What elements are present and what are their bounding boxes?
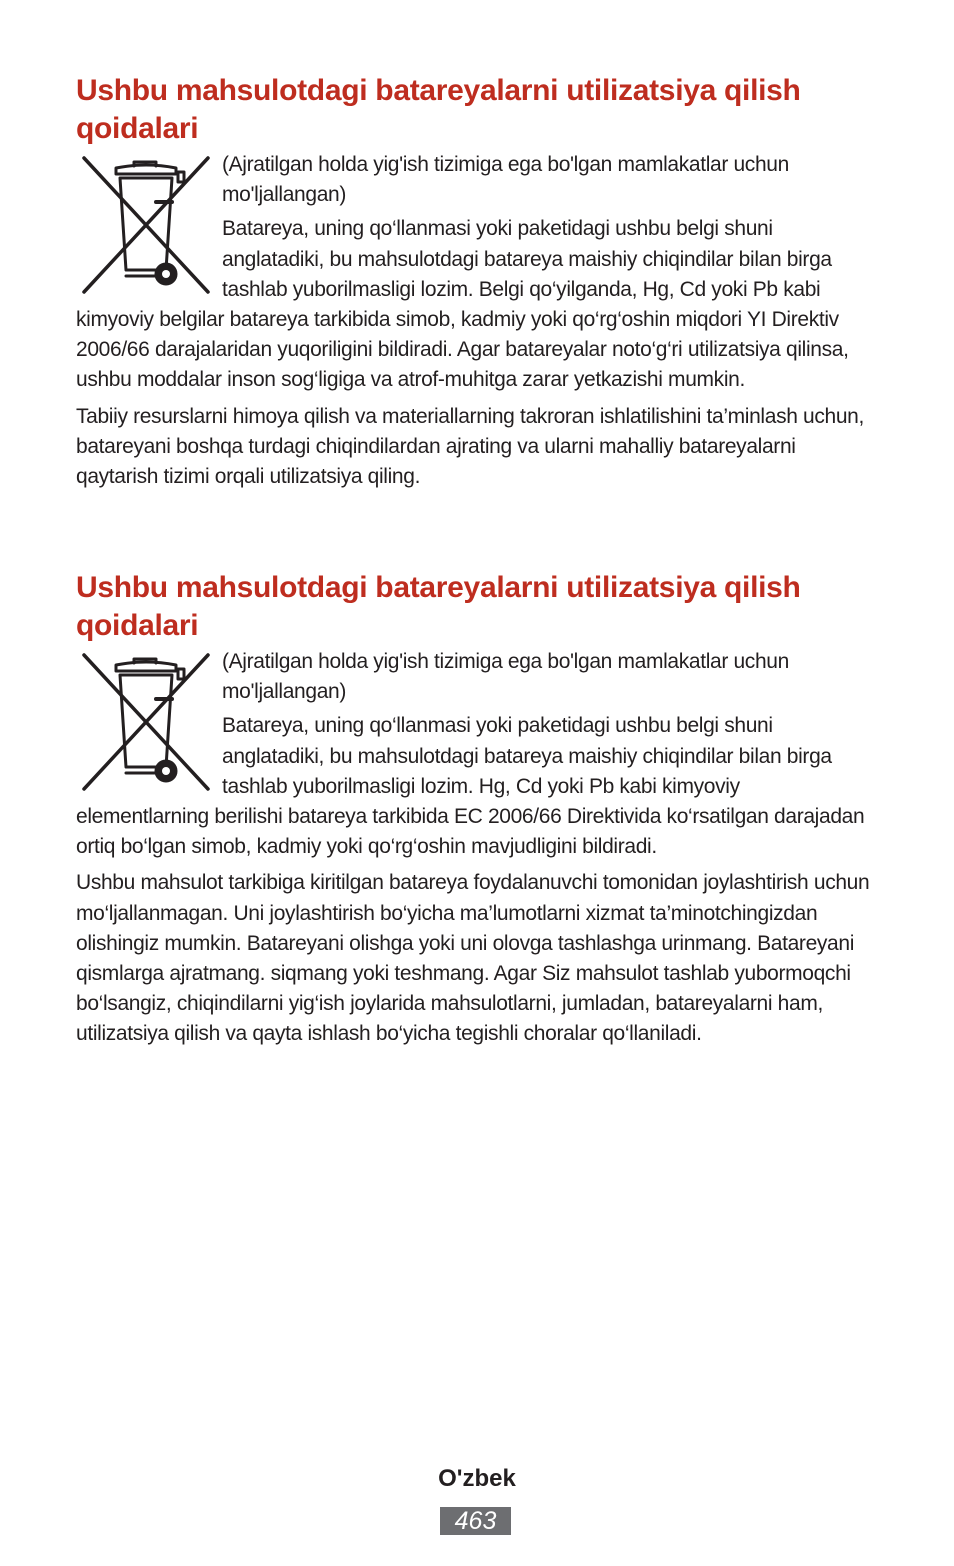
embedded-battery-paragraph: Ushbu mahsulot tarkibiga kiritilgan batareya foydalanuvchi tomonidan joylashtirish uchun mo‘ljallanmagan. Uni joylashtirish bo‘yicha ma’lumotlarni xizmat ta’minotchingizdan olishingiz mumkin. Batareyani olishga yoki uni olovga tashlashga urinmang. Batareyani qismlarga ajratmang. siqmang yoki teshmang. Agar Siz mahsulot tashlab yubormoqchi bo‘lsangiz, chiqindilarni yig‘ish joylarida mahsulotlarni, jumladan, batareyalarni ham, utilizatsiya qilish va qayta ishlash bo‘yicha tegishli choralar qo‘llaniladi.: [76, 871, 870, 1046]
section-title: [76, 569, 876, 645]
section-title-line-2: qoidalari: [76, 112, 199, 145]
section-title-line-1: Ushbu mahsulotdagi batareyalarni utilizatsiya qilish: [76, 571, 801, 604]
intro-note: (Ajratilgan holda yig'ish tizimiga ega bo'lgan mamlakatlar uchun mo'ljallangan): [222, 650, 789, 704]
symbol-explanation-paragraph: Batareya, uning qo‘llanmasi yoki paketidagi ushbu belgi shuni anglatadiki, bu mahsulotdagi batareya maishiy chiqindilar bilan birga tashlab yuborilmasligi lozim. Belgi qo‘yilganda, Hg, Cd yoki Pb kabi kimyoviy belgilar batareya tarkibida simob, kadmiy yoki qo‘rg‘oshin miqdori YI Direktiv 2006/66 darajalaridan yuqoriligini bildiradi. Agar batareyalar noto‘g‘ri utilizatsiya qilinsa, ushbu moddalar inson sog‘ligiga va atrof-muhitga zarar yetkazishi mumkin.: [76, 217, 849, 392]
crossed-out-bin-icon: [76, 152, 216, 302]
footer-language-label: O'zbek: [438, 1465, 516, 1492]
battery-disposal-section-1: [76, 72, 876, 498]
symbol-explanation-paragraph: Batareya, uning qo‘llanmasi yoki paketidagi ushbu belgi shuni anglatadiki, bu mahsulotdagi batareya maishiy chiqindilar bilan birga tashlab yuborilmasligi lozim. Hg, Cd yoki Pb kabi kimyoviy elementlarning berilishi batareya tarkibida EC 2006/66 Direktivida ko‘rsatilgan darajadan ortiq bo‘lgan simob, kadmiy yoki qo‘rg‘oshin mavjudligini bildiradi.: [76, 714, 865, 859]
section-body: [76, 150, 876, 492]
page-number-badge: 463: [440, 1507, 511, 1535]
crossed-out-bin-icon: [76, 649, 216, 799]
section-title-line-2: qoidalari: [76, 609, 199, 642]
battery-disposal-section-2: [76, 569, 876, 1056]
section-title: [76, 72, 876, 148]
section-title-line-1: Ushbu mahsulotdagi batareyalarni utilizatsiya qilish: [76, 74, 801, 107]
intro-note: (Ajratilgan holda yig'ish tizimiga ega bo'lgan mamlakatlar uchun mo'ljallangan): [222, 153, 789, 207]
recycling-advice-paragraph: Tabiiy resurslarni himoya qilish va materiallarning takroran ishlatilishini ta’minlash uchun, batareyani boshqa turdagi chiqindilardan ajrating va ularni mahalliy batareyalarni qaytarish tizimi orqali utilizatsiya qiling.: [76, 404, 864, 489]
section-body: [76, 647, 876, 1050]
